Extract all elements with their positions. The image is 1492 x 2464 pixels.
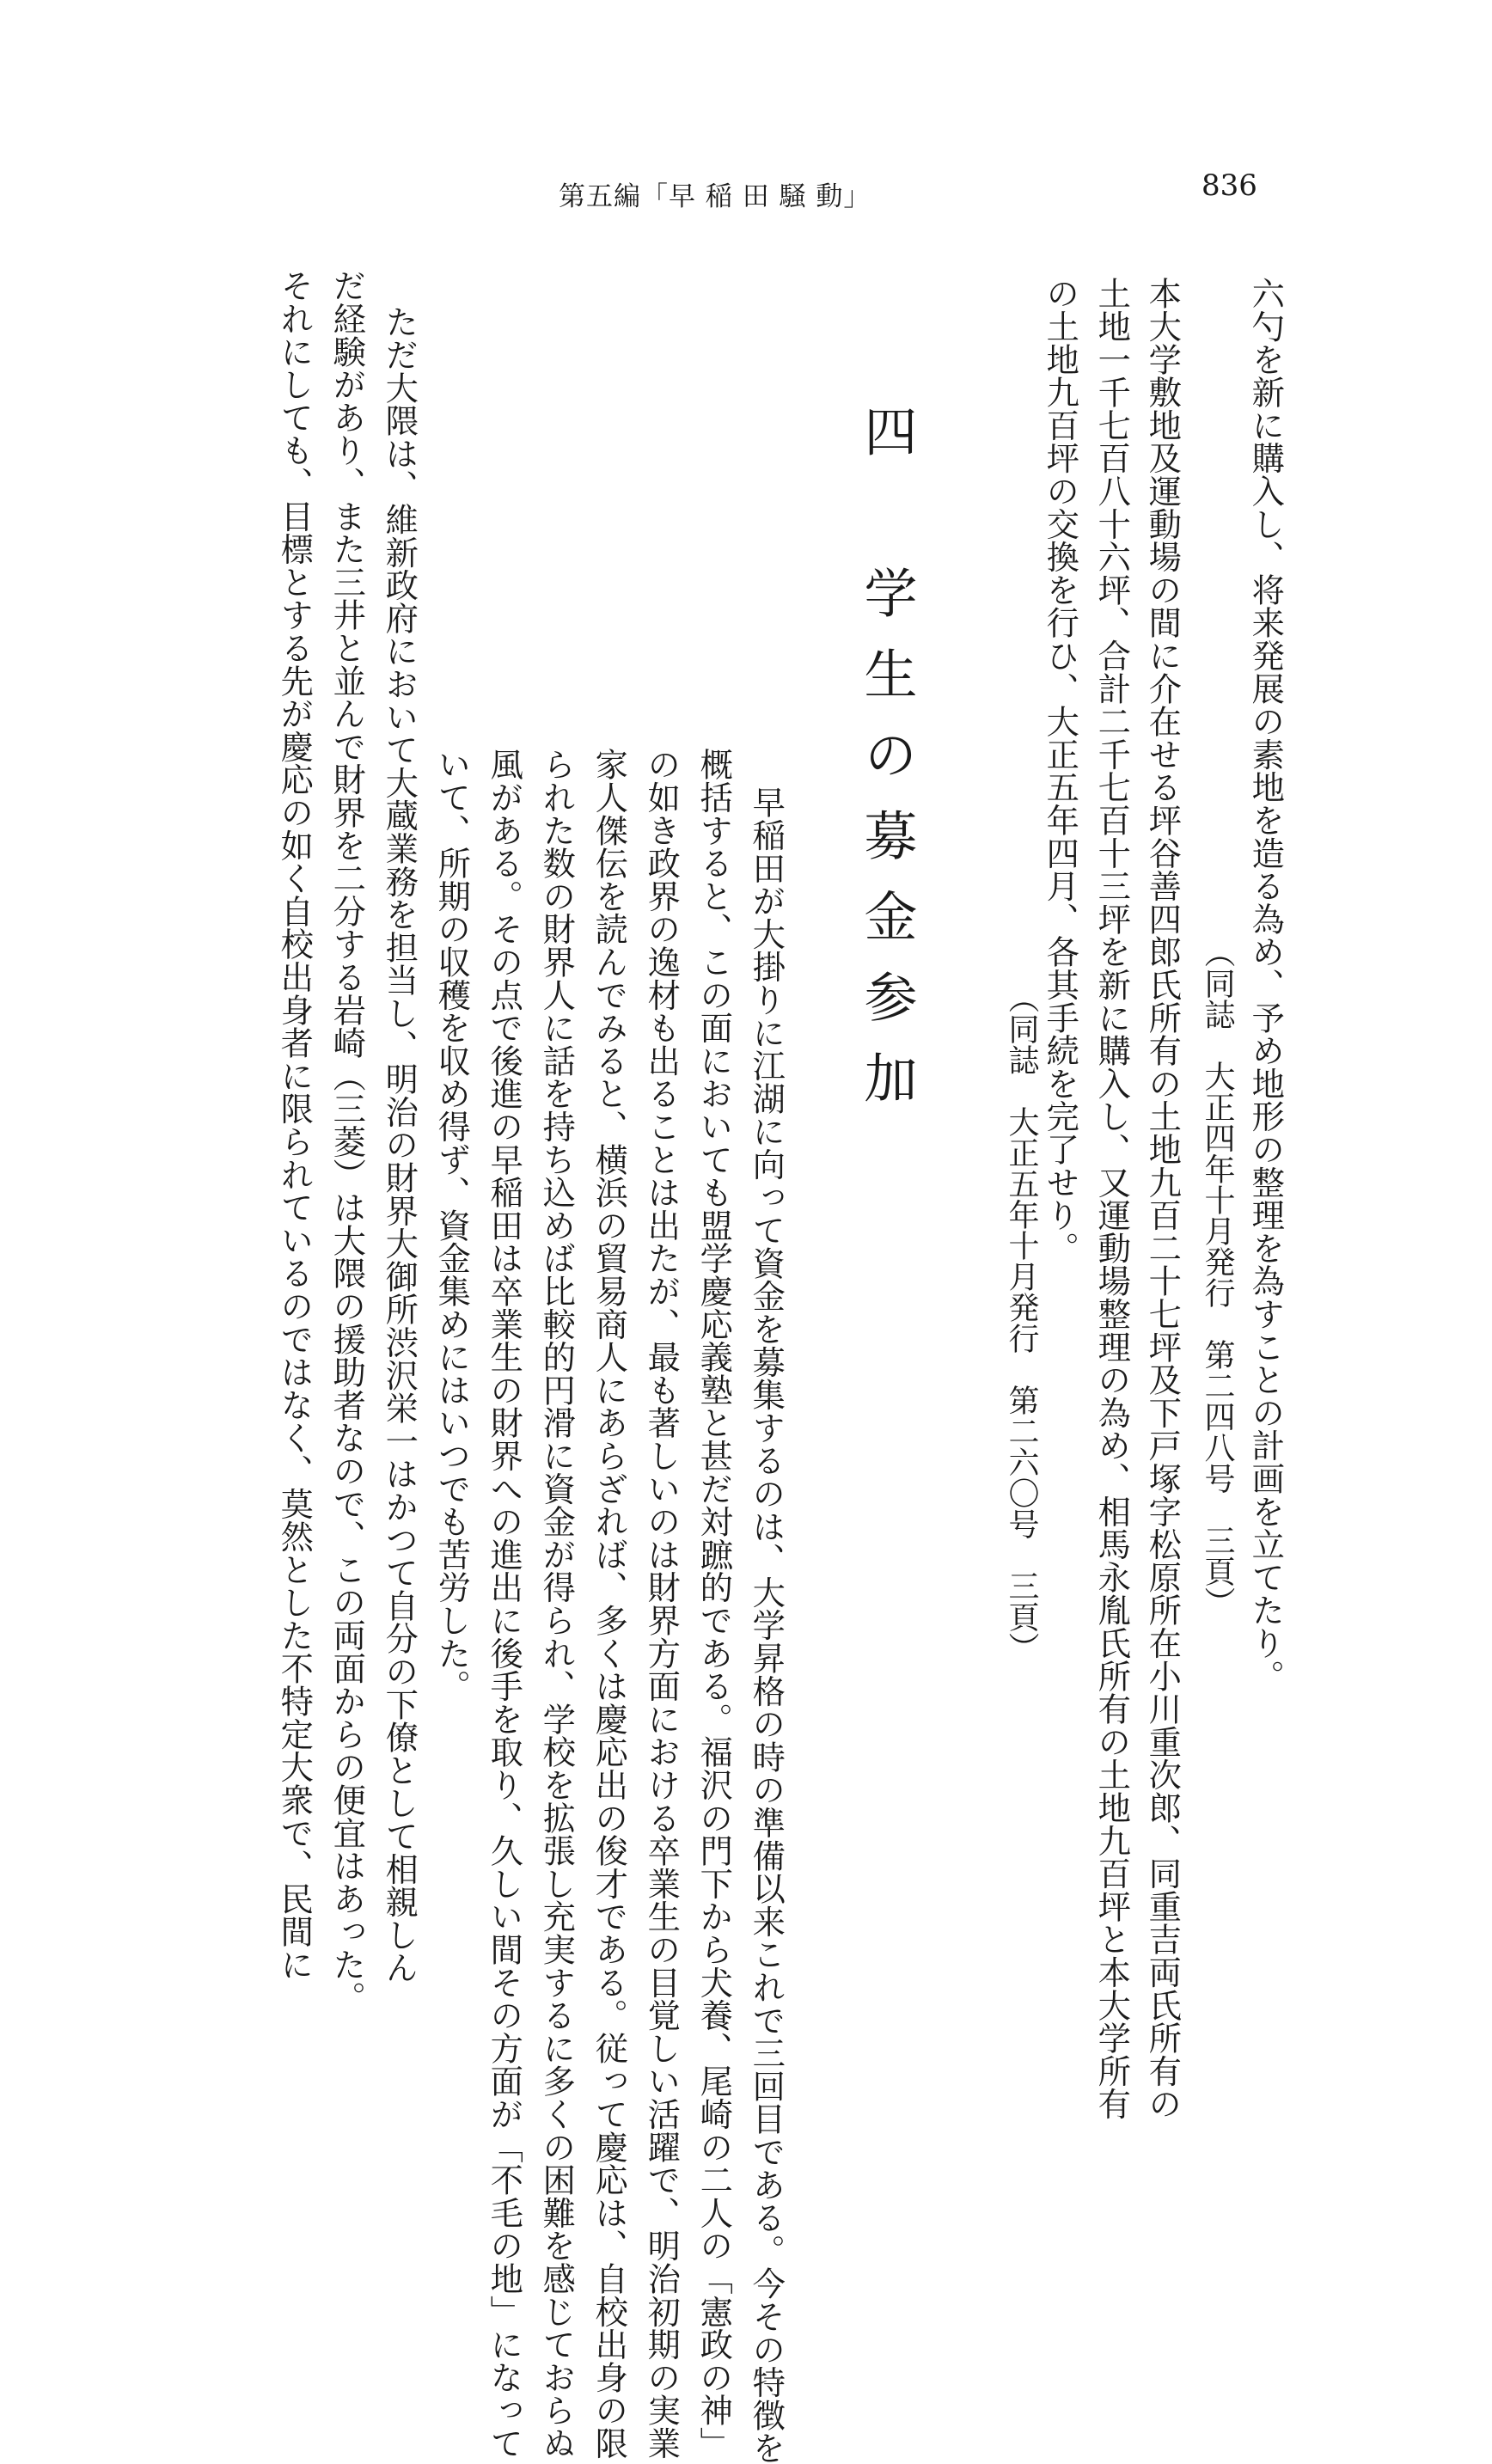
body-line: 概括すると、この面においても盟学慶応義塾と甚だ対蹠的である。福沢の門下から犬養、尾崎の二人の「憲政の神」 bbox=[694, 748, 733, 2460]
body-line: 早稲田が大掛りに江湖に向って資金を募集するのは、大学昇格の時の準備以来これで三回目である。今その特徴を bbox=[746, 786, 786, 2464]
body-line: られた数の財界人に話を持ち込めば比較的円滑に資金が得られ、学校を拡張し充実するに多くの困難を感じておらぬ bbox=[536, 748, 576, 2460]
quote-citation-1: （同誌 大正四年十月発行 第二四八号 三頁） bbox=[1200, 937, 1235, 1617]
body-line: いて、所期の収穫を収め得ず、資金集めにはいつでも苦労した。 bbox=[431, 748, 471, 1703]
quote-line-4: の土地九百坪の交換を行ひ、大正五年四月、各其手続を完了せり。 bbox=[1040, 277, 1079, 1264]
body-line: 風がある。その点で後進の早稲田は卒業生の財界への進出に後手を取り、久しい間その方面が「不毛の地」になって bbox=[484, 748, 523, 2460]
section-title: 四 学生の募金参加 bbox=[855, 404, 918, 1131]
quote-line-2: 本大学敷地及運動場の間に介在せる坪谷善四郎氏所有の土地九百二十七坪及下戸塚字松原所在小川重次郎、同重吉両氏所有の bbox=[1142, 277, 1182, 2120]
quote-citation-2: （同誌 大正五年十月発行 第二六〇号 三頁） bbox=[1004, 982, 1039, 1663]
body-line: ただ大隈は、維新政府において大蔵業務を担当し、明治の財界大御所渋沢栄一はかつて自分の下僚として相親しん bbox=[379, 305, 419, 1984]
body-line: それにしても、目標とする先が慶応の如く自校出身者に限られているのではなく、莫然とした不特定大衆で、民間に bbox=[274, 269, 314, 1981]
body-line: だ経験があり、また三井と並んで財界を二分する岩崎（三菱）は大隈の援助者なので、この両面からの便宜はあった。 bbox=[327, 269, 366, 2014]
quote-line-1: 六勺を新に購入し、将来発展の素地を造る為め、予め地形の整理を為すことの計画を立てたり。 bbox=[1245, 277, 1285, 1692]
running-header: 第五編「早 稲 田 騒 動」 bbox=[559, 181, 871, 212]
body-line: 家人傑伝を読んでみると、横浜の貿易商人にあらざれば、多くは慶応出の俊才である。従って慶応は、自校出身の限 bbox=[589, 748, 628, 2460]
page-number: 836 bbox=[1202, 168, 1257, 203]
body-line: の如き政界の逸材も出ることは出たが、最も著しいのは財界方面における卒業生の目覚しい活躍で、明治初期の実業 bbox=[641, 748, 681, 2460]
quote-line-3: 土地一千七百八十六坪、合計二千七百十三坪を新に購入し、又運動場整理の為め、相馬永胤氏所有の土地九百坪と本大学所有 bbox=[1091, 277, 1131, 2120]
